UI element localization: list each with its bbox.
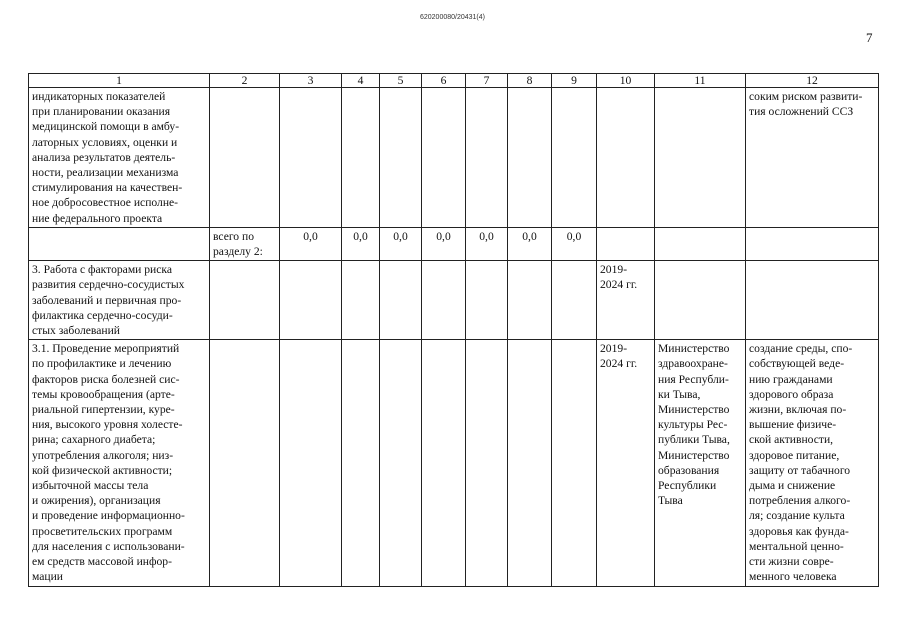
total-value: 0,0 bbox=[466, 227, 508, 260]
col-header: 4 bbox=[342, 74, 380, 88]
col-header: 12 bbox=[746, 74, 879, 88]
col-header: 8 bbox=[508, 74, 552, 88]
table-row-total bbox=[29, 227, 879, 260]
program-table bbox=[28, 73, 879, 587]
table-row-section-3 bbox=[29, 261, 879, 340]
col-header: 3 bbox=[280, 74, 342, 88]
col-header: 1 bbox=[29, 74, 210, 88]
document-code: 620200080/20431(4) bbox=[419, 14, 485, 21]
col-header: 11 bbox=[655, 74, 746, 88]
total-value: 0,0 bbox=[508, 227, 552, 260]
table-row-continued bbox=[29, 88, 879, 228]
activity-description: 3.1. Проведение мероприятий по профилактике и лечению факторов риска болезней сис- темы кровообращения (арте- риальной гипертензии, куре- ния, высокого уровня холесте- рина; сахарного диабета; употребления алкоголя; низ- кой физической активности; избыточной массы тела и ожирения), организация и проведение информационно- просветительских программ для населения с использовани- ем средств массовой инфор- мации bbox=[29, 340, 210, 586]
total-value: 0,0 bbox=[342, 227, 380, 260]
period: 2019- 2024 гг. bbox=[597, 340, 655, 586]
responsible-executors: Министерство здравоохране- ния Республи- ки Тыва, Министерство культуры Рес- публики Тыва, Министерство образования Республики Тыва bbox=[655, 340, 746, 586]
section-title: 3. Работа с факторами риска развития сердечно-сосудистых заболеваний и первичная про- филактика сердечно-сосуди- стых заболеваний bbox=[29, 261, 210, 340]
total-value: 0,0 bbox=[422, 227, 466, 260]
total-label: всего по разделу 2: bbox=[210, 227, 280, 260]
table-header-row bbox=[29, 74, 879, 88]
table-row-3-1 bbox=[29, 340, 879, 586]
col-header: 5 bbox=[380, 74, 422, 88]
col-header: 2 bbox=[210, 74, 280, 88]
col-header: 6 bbox=[422, 74, 466, 88]
activity-description: индикаторных показателей при планировании оказания медицинской помощи в амбу- латорных условиях, оценки и анализа результатов деятель- ности, реализации механизма стимулирования на качествен- ное добросовестное исполне- ние федерального проекта bbox=[29, 88, 210, 228]
expected-result: создание среды, спо- собствующей веде- нию гражданами здорового образа жизни, включая по- вышение физиче- ской активности, здоровое питание, защиту от табачного дыма и снижение потребления алкого- ля; создание культа здоровья как фунда- ментальной ценно- сти жизни совре- менного человека bbox=[746, 340, 879, 586]
col-header: 10 bbox=[597, 74, 655, 88]
total-value: 0,0 bbox=[552, 227, 597, 260]
total-value: 0,0 bbox=[380, 227, 422, 260]
col-header: 7 bbox=[466, 74, 508, 88]
total-value: 0,0 bbox=[280, 227, 342, 260]
col-header: 9 bbox=[552, 74, 597, 88]
period: 2019- 2024 гг. bbox=[597, 261, 655, 340]
expected-result: соким риском развити- тия осложнений ССЗ bbox=[746, 88, 879, 228]
page-number: 7 bbox=[866, 30, 873, 45]
